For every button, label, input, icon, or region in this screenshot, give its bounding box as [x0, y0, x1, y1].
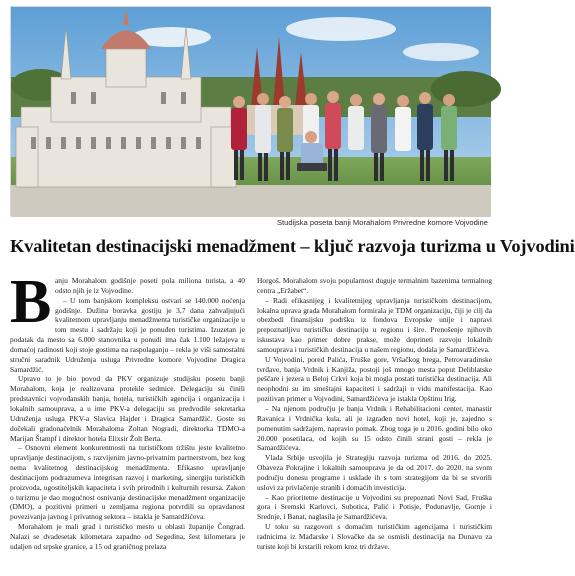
article-body: [10, 268, 492, 572]
paragraph: Horgoš. Morahalom svoju popularnost duguje termalnim bazenima termalnog centra „Eržabet“.: [257, 276, 492, 295]
paragraph: – Na njenom području je banja Vrdnik i Rehabilitacioni center, manastir Ravanica i Vrdnička kula, ali je izgrađen novi hotel, koji je, zajedno s pomenutim sadržajem, napravio pomak. Zbog toga je u 2016. godini bilo oko 20.000 posetilaca, od kojih su 15 odsto činili strani gosti – rekla je Samardžićeva.: [257, 403, 492, 453]
photo-caption: Studijska poseta banji Morahalom Privredne komore Vojvodine: [276, 218, 488, 227]
paragraph: U Vojvodini, pored Palića, Fruške gore, Vršačkog brega, Petrovaradinske tvrđave, banja Vrdnik i Kanjiža, postoji još mnogo mesta poput Deliblatske peščare i jezera u Beloj Crkvi koja bi mogla postati turistička destinacija. Ali neophodni su im smeštajni kapaciteti i sadržaji u vidu manifestacija. Kao pozitivan primer u Vojvodini, Samardžićeva je istakla Opštinu Irig.: [257, 354, 492, 404]
paragraph: – Radi efikasnijeg i kvalitetnijeg upravljanja turističkom destinacijom, lokalna uprava grada Morahalom formirala je TDM organizaciju, čiji je cilj da obezbedi finansijsku podršku iz fondova Evropske unije i napravi prepoznatljivu turističku destinaciju u regionu i šire. Prenošenje njihovih iskustava kao primer dobre prakse, može doprineti razvoju lokalnih samouprava i turističkih destinacija u našem regionu, dodala je Samardžićeva.: [257, 295, 492, 354]
paragraph: – Kao prioritetne destinacije u Vojvodini su prepoznati Novi Sad, Fruška gora i Sremski Karlovci, Subotica, Palić i Potisje, Podunavlje, Gornje i Srednje, i Banat, naglasila je Samardžićeva.: [257, 492, 492, 522]
paragraph: – U tom banjskom kompleksu ostvari se 140.000 noćenja godišnje. Dužina boravka gostiju je 3,7 dana zahvaljujući kvalitetnom upravljanju menadžmenta turističke organizacije u tom mestu i sadržaju koji je ponuđen turistima. Izuzetan je podatak da mesto sa 6.000 stanovnika u ponudi ima čak 1.100 ležajeva u domaćoj radinosti koji stoje gostima na raspolaganju – rekla je viši samostalni stručni saradnik Udruženja usluga Privredne komore Vojvodine Dragica Samardžić.: [10, 295, 245, 374]
left-column: [10, 268, 245, 572]
paragraph: Upravo to je bio povod da PKV organizuje studijsku posetu banji Morahalom, koja je realizovana protekle sedmice. Delegaciju su činili predstavnici vojvođanskih banja, hotela, turističkih agencija i organizacija i lokalnih samouprava, a u ime PKV-a delegaciju su predvodile sekretarka Udruženja usluga PKV-a Slavica Hajder i Dragica Samardžić. Goste su dočekali gradonačelnik Morahaloma Zoltan Nogradi, direktorka TDMO-a Marijan Štampf i direktor hotela Elixsir Žolt Berta.: [10, 374, 245, 443]
paragraph: Vlada Srbije usvojila je Strategiju razvoja turizma od 2016. do 2025. Obaveza Pokrajine i lokalnih samouprava je da od 2017. do 2020. na svom području donesu programe i usklade ih s tom strategijom da bi se stvorili uslovi za privlačenje stranih i domaćih investicija.: [257, 453, 492, 492]
article-headline: Kvalitetan destinacijski menadžment – ključ razvoja turizma u Vojvodini: [10, 236, 575, 256]
paragraph: Morahalom je mali grad i turističko mesto u oblasti županije Čongrad. Nalazi se dvadesetak kilometara zapadno od Segedina, šest kilometara je udaljen od srpske granice, a 15 od graničnog prelaza: [10, 522, 245, 551]
article-photo: [10, 6, 490, 216]
paragraph: U toku su razgovori s domaćim turističkim agencijama i turističkim radnicima iz Mađarske i Slovačke da se osmisli destinacija na Dunavu za turiste koji bi krstarili rekom kroz tri države.: [257, 522, 492, 551]
drop-cap: B: [10, 268, 52, 336]
paragraph: – Osnovni element konkurentnosti na turističkom tržištu jeste kvalitetno upravljanje destinacijom, s razvijenim javno-privatnim partnerstvom, bez kog nema kvalitetnog destinacijskog menadžmenta. Efikasno upravljanje destinacijom podrazumeva integrisan razvoj i marketing, sinergiju turističkih proizvoda, ugostiteljskih kapaciteta i svih prirodnih i kulturnih resursa. Zakon o turizmu je dao mogućnost osnivanja destinacijske menadžment organizacije (DMO), a pozitivni primeri u zemljama regiona potvrdili su opravdanost povezivanja javnog i privatnog sektora – istakla je Samardžićeva.: [10, 443, 245, 522]
paragraph: anju Morahalom godišnje poseti pola miliona turista, a 40 odsto njih je iz Vojvodine.: [55, 276, 245, 295]
right-column: [257, 276, 492, 572]
